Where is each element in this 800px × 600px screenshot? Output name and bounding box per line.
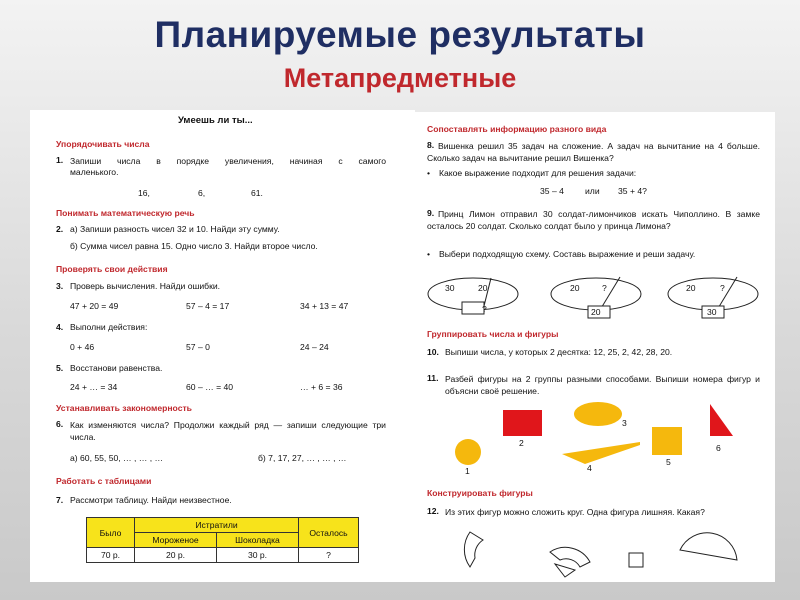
piece-arc-2 bbox=[550, 547, 590, 577]
figure-number: 3 bbox=[622, 418, 627, 428]
expression: 24 – 24 bbox=[300, 342, 329, 352]
number-item: 61. bbox=[251, 188, 263, 198]
task-6a: а) 60, 55, 50, … , … , … bbox=[70, 453, 164, 463]
scheme-label: ? bbox=[602, 283, 607, 293]
task-2a: а) Запиши разность чисел 32 и 10. Найди эту сумму. bbox=[70, 224, 280, 234]
task-8-question: Какое выражение подходит для решения задачи: bbox=[439, 168, 637, 178]
task-10-text: Выпиши числа, у которых 2 десятка: 12, 25, 2, 42, 28, 20. bbox=[445, 347, 673, 357]
right-textbook-page bbox=[415, 112, 775, 582]
expression: 35 – 4 bbox=[540, 186, 564, 196]
expression: 24 + … = 34 bbox=[70, 382, 118, 392]
subheader-chocolate: Шоколадка bbox=[217, 533, 299, 548]
section-title-pattern: Устанавливать закономерность bbox=[56, 403, 192, 413]
slide-subtitle: Метапредметные bbox=[283, 63, 517, 93]
section-title-group: Группировать числа и фигуры bbox=[427, 329, 559, 339]
expression: 34 + 13 = 47 bbox=[300, 301, 349, 311]
task-1-line-1: Запиши числа в порядке увеличения, начиная с самого bbox=[70, 156, 386, 166]
figure-number: 4 bbox=[587, 463, 592, 473]
piece-square bbox=[629, 553, 643, 567]
figure-number: 1 bbox=[465, 466, 470, 476]
table-cell: ? bbox=[299, 548, 359, 563]
pieces-layer bbox=[415, 112, 775, 582]
task-11-text: Разбей фигуры на 2 группы разными способами. Выпиши номера фигур и объясни своё решение. bbox=[445, 374, 760, 396]
task-number: 11. bbox=[427, 373, 439, 383]
scheme-label: 20 bbox=[570, 283, 580, 293]
task-2b: б) Сумма чисел равна 15. Одно число 3. Найди второе число. bbox=[70, 241, 318, 251]
expression: 60 – … = 40 bbox=[186, 382, 234, 392]
scheme-label: ? bbox=[720, 283, 725, 293]
header-ostalos: Осталось bbox=[299, 518, 359, 548]
task-5-text: Восстанови равенства. bbox=[70, 363, 163, 373]
scheme-label: ? bbox=[482, 304, 487, 314]
table-cell: 70 р. bbox=[87, 548, 135, 563]
task-3-text: Проверь вычисления. Найди ошибки. bbox=[70, 281, 221, 291]
task-6b: б) 7, 17, 27, … , … , … bbox=[258, 453, 347, 463]
expense-table bbox=[86, 517, 359, 563]
subheader-icecream: Мороженое bbox=[135, 533, 217, 548]
scheme-label: 30 bbox=[707, 307, 717, 317]
task-6-text: Как изменяются числа? Продолжи каждый ряд — запиши следующие три числа. bbox=[70, 420, 386, 442]
expression: 35 + 4? bbox=[618, 186, 647, 196]
task-9-text: Принц Лимон отправил 30 солдат-лимончиков искать Чиполлино. В замке осталось 20 солдат. Сколько солдат было у принца Лимона? bbox=[427, 209, 760, 231]
section-title-order: Упорядочивать числа bbox=[56, 139, 150, 149]
task-number: 9. bbox=[427, 208, 435, 218]
piece-arc-1 bbox=[464, 532, 483, 567]
task-8-text: Вишенка решил 35 задач на сложение. А задач на вычитание на 4 больше. Сколько задач на вычитание решил Вишенка? bbox=[427, 141, 760, 163]
task-number: 1. bbox=[56, 155, 64, 165]
task-number: 4. bbox=[56, 322, 64, 332]
page-heading: Умеешь ли ты... bbox=[178, 115, 253, 126]
task-12-text: Из этих фигур можно сложить круг. Одна фигура лишняя. Какая? bbox=[445, 507, 705, 517]
figure-number: 6 bbox=[716, 443, 721, 453]
expression: 47 + 20 = 49 bbox=[70, 301, 119, 311]
task-number: 5. bbox=[56, 363, 64, 373]
figure-number: 5 bbox=[666, 457, 671, 467]
task-number: 10. bbox=[427, 347, 439, 357]
number-item: 6, bbox=[198, 188, 206, 198]
table-cell: 20 р. bbox=[135, 548, 217, 563]
scheme-label: 20 bbox=[686, 283, 696, 293]
piece-half-circle bbox=[680, 533, 737, 560]
task-number: 3. bbox=[56, 281, 64, 291]
expression: 0 + 46 bbox=[70, 342, 95, 352]
expression: 57 – 0 bbox=[186, 342, 210, 352]
expression-or: или bbox=[585, 186, 600, 196]
number-item: 16, bbox=[138, 188, 150, 198]
task-9-question: Выбери подходящую схему. Составь выражение и реши задачу. bbox=[439, 249, 696, 259]
left-textbook-page bbox=[30, 110, 415, 582]
slide-title: Планируемые результаты bbox=[154, 14, 646, 55]
task-number: 8. bbox=[427, 140, 435, 150]
task-1-line-2: маленького. bbox=[70, 167, 119, 177]
section-title-speech: Понимать математическую речь bbox=[56, 208, 195, 218]
scheme-label: 30 bbox=[445, 283, 455, 293]
bullet: • bbox=[427, 249, 431, 259]
task-number: 7. bbox=[56, 495, 64, 505]
expression: … + 6 = 36 bbox=[300, 382, 343, 392]
header-bylo: Было bbox=[87, 518, 135, 548]
header-istratili: Истратили bbox=[135, 518, 299, 533]
figure-number: 2 bbox=[519, 438, 524, 448]
section-title-tables: Работать с таблицами bbox=[56, 476, 152, 486]
task-number: 2. bbox=[56, 224, 64, 234]
task-7-text: Рассмотри таблицу. Найди неизвестное. bbox=[70, 495, 232, 505]
scheme-label: 20 bbox=[591, 307, 601, 317]
section-title-construct: Конструировать фигуры bbox=[427, 488, 533, 498]
section-title-check: Проверять свои действия bbox=[56, 264, 168, 274]
task-number: 12. bbox=[427, 506, 439, 516]
task-number: 6. bbox=[56, 419, 64, 429]
table-cell: 30 р. bbox=[217, 548, 299, 563]
bullet: • bbox=[427, 168, 431, 178]
scheme-label: 20 bbox=[478, 283, 488, 293]
section-title-compare: Сопоставлять информацию разного вида bbox=[427, 124, 607, 134]
task-4-text: Выполни действия: bbox=[70, 322, 148, 332]
expression: 57 – 4 = 17 bbox=[186, 301, 230, 311]
